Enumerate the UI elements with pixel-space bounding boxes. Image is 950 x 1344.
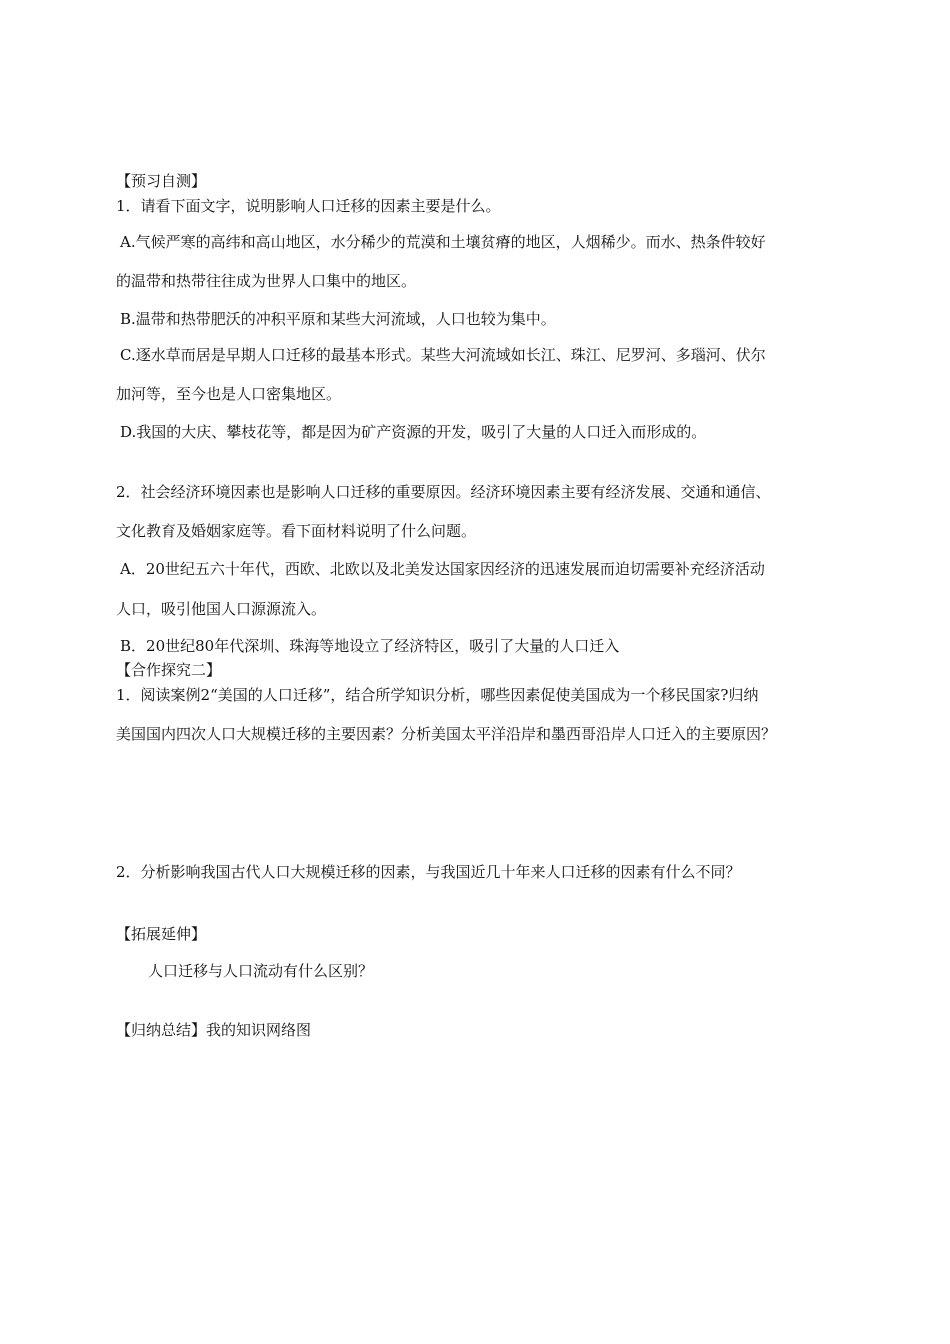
option-d: D.我国的大庆、攀枝花等，都是因为矿产资源的开发，吸引了大量的人口迁入而形成的。 (120, 423, 707, 441)
option-b: B.温带和热带肥沃的冲积平原和某些大河流域，人口也较为集中。 (120, 310, 556, 328)
summary-heading: 【归纳总结】我的知识网络图 (116, 1021, 312, 1039)
inquiry-question-2: 2．分析影响我国古代人口大规模迁移的因素，与我国近几十年来人口迁移的因素有什么不同？ (116, 863, 741, 881)
option-c-line-2: 加河等，至今也是人口密集地区。 (116, 385, 342, 403)
material-a-line-1: A．20世纪五六十年代，西欧、北欧以及北美发达国家因经济的迅速发展而迫切需要补充经济活动 (120, 560, 765, 578)
question-1-prompt: 1．请看下面文字，说明影响人口迁移的因素主要是什么。 (116, 197, 501, 215)
inquiry-question-1-line-2: 美国国内四次人口大规模迁移的主要因素？分析美国太平洋沿岸和墨西哥沿岸人口迁入的主要原因？ (116, 725, 777, 743)
material-a-line-2: 人口，吸引他国人口源源流入。 (116, 600, 327, 618)
question-2-line-1: 2．社会经济环境因素也是影响人口迁移的重要原因。经济环境因素主要有经济发展、交通和通信、 (116, 483, 771, 501)
section-heading: 【合作探究二】 (116, 661, 222, 679)
option-a-line-1: A.气候严寒的高纬和高山地区，水分稀少的荒漠和土壤贫瘠的地区，人烟稀少。而水、热条件较好 (120, 233, 766, 251)
option-c-line-1: C.逐水草而居是早期人口迁移的最基本形式。某些大河流域如长江、珠江、尼罗河、多瑙河、伏尔 (120, 346, 766, 364)
question-2-line-2: 文化教育及婚姻家庭等。看下面材料说明了什么问题。 (116, 522, 477, 540)
section-heading: 【拓展延伸】 (116, 925, 207, 943)
inquiry-question-1-line-1: 1．阅读案例2“美国的人口迁移”，结合所学知识分析，哪些因素促使美国成为一个移民国家?归纳 (116, 686, 759, 704)
extension-question: 人口迁移与人口流动有什么区别？ (148, 962, 374, 980)
material-b: B．20世纪80年代深圳、珠海等地设立了经济特区，吸引了大量的人口迁入 (120, 637, 620, 655)
section-heading: 【预习自测】 (116, 172, 207, 190)
option-a-line-2: 的温带和热带往往成为世界人口集中的地区。 (116, 272, 417, 290)
